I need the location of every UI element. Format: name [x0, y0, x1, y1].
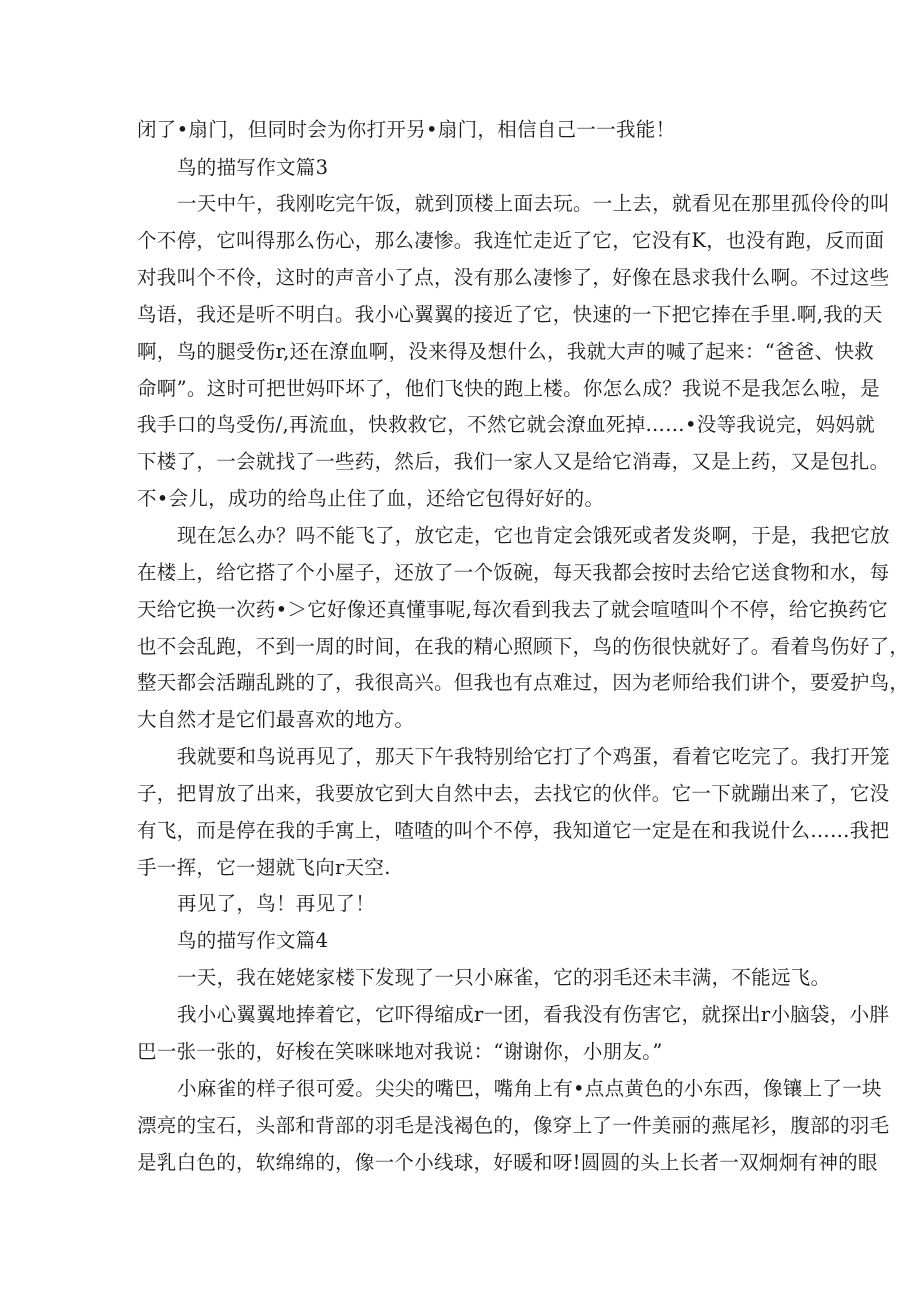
- text-line: 一天中午，我刚吃完午饭，就到顶楼上面去玩。一上去，就看见在那里孤伶伶的叫: [177, 192, 890, 215]
- text-line: 手一挥，它一翅就飞向r天空.: [137, 856, 391, 879]
- text-line: 整天都会活蹦乱跳的了，我很高兴。但我也有点难过，因为老师给我们讲个，要爱护鸟，: [137, 671, 910, 694]
- section-heading: 鸟的描写作文篇4: [177, 929, 329, 952]
- text-line: 我小心翼翼地捧着它，它吓得缩成r一团，看我没有伤害它，就探出r小脑袋，小胖: [177, 1003, 890, 1026]
- text-line: 小麻雀的样子很可爱。尖尖的嘴巴，嘴角上有•点点黄色的小东西，像镶上了一块: [177, 1077, 882, 1100]
- text-line: 我就要和鸟说再见了，那天下午我特别给它打了个鸡蛋，看着它吃完了。我打开笼: [177, 745, 890, 768]
- text-line: 下楼了，一会就找了一些药，然后，我们一家人又是给它消毒，又是上药，又是包扎。: [137, 450, 890, 473]
- text-line: 大自然才是它们最喜欢的地方。: [137, 708, 415, 731]
- text-line: 我手口的鸟受伤/,再流血，快救救它，不然它就会潦血死掉……•没等我说完，妈妈就: [137, 413, 875, 436]
- section-heading: 鸟的描写作文篇3: [177, 156, 329, 179]
- text-line: 在楼上，给它搭了个小屋子，还放了一个饭碗，每天我都会按时去给它送食物和水，每: [137, 561, 890, 584]
- text-line: 一天，我在姥姥家楼下发现了一只小麻雀，它的羽毛还未丰满，不能远飞。: [177, 966, 831, 989]
- text-line: 子，把胃放了出来，我要放它到大自然中去，去找它的伙伴。它一下就蹦出来了，它没: [137, 782, 890, 805]
- text-line: 也不会乱跑，不到一周的时间，在我的精心照顾下，鸟的伤很快就好了。看着鸟伤好了，: [137, 635, 910, 658]
- text-line: 有飞，而是停在我的手寓上，喳喳的叫个不停，我知道它一定是在和我说什么……我把: [137, 819, 890, 842]
- text-line: 闭了•扇门，但同时会为你打开另•扇门，相信自己一一我能！: [137, 118, 676, 141]
- text-line: 是乳白色的，软绵绵的，像一个小线球，好暖和呀!圆圆的头上长者一双炯炯有神的眼: [137, 1151, 878, 1174]
- text-line: 个不停，它叫得那么伤心，那么凄惨。我连忙走近了它，它没有K，也没有跑，反而面: [137, 229, 885, 252]
- text-line: 对我叫个不伶，这时的声音小了点，没有那么凄惨了，好像在恳求我什么啊。不过这些: [137, 266, 890, 289]
- text-line: 再见了，鸟！再见了！: [177, 892, 376, 915]
- text-line: 巴一张一张的，好梭在笑咪咪地对我说：“谢谢你，小朋友。”: [137, 1040, 663, 1063]
- text-line: 鸟语，我还是听不明白。我小心翼翼的接近了它，快速的一下把它捧在手里.啊,我的天: [137, 303, 883, 326]
- text-line: 命啊”。这时可把世妈吓坏了，他们飞快的跑上楼。你怎么成？我说不是我怎么啦，是: [137, 377, 880, 400]
- text-line: 漂亮的宝石，头部和背部的羽毛是浅褐色的，像穿上了一件美丽的燕尾衫，腹部的羽毛: [137, 1114, 890, 1137]
- text-line: 啊，鸟的腿受伤r,还在潦血啊，没来得及想什么，我就大声的喊了起来：“爸爸、快救: [137, 340, 875, 363]
- text-line: 现在怎么办？吗不能飞了，放它走，它也肯定会饿死或者发炎啊，于是，我把它放: [177, 524, 890, 547]
- text-line: 天给它换一次药•＞它好像还真懂事呢,每次看到我去了就会喧喳叫个不停，给它换药它: [137, 598, 888, 621]
- text-line: 不•会儿，成功的给鸟止住了血，还给它包得好好的。: [137, 487, 605, 510]
